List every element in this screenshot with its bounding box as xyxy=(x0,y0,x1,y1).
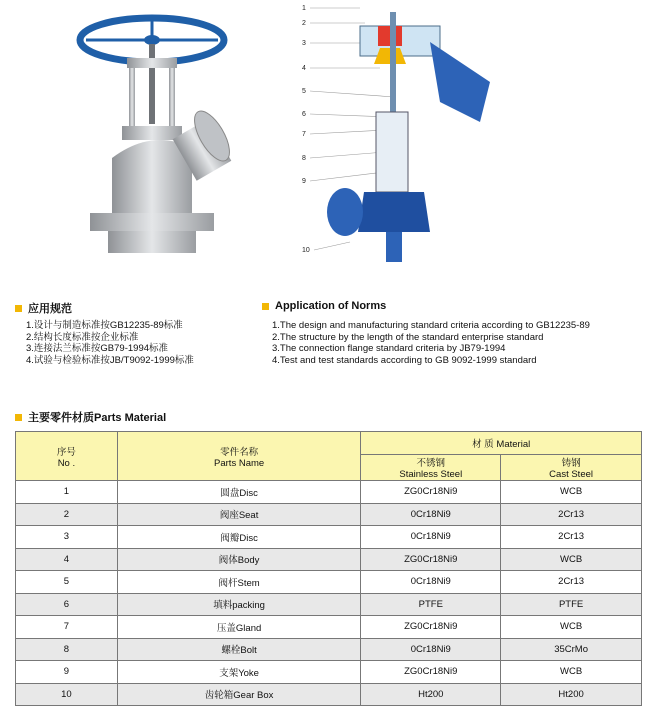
bullet-square-icon xyxy=(15,305,22,312)
norms-cn-title: 应用规范 xyxy=(15,300,72,316)
table-row: 5 阀杆Stem 0Cr18Ni9 2Cr13 xyxy=(16,571,642,594)
table-row: 2 阀座Seat 0Cr18Ni9 2Cr13 xyxy=(16,503,642,526)
bullet-square-icon xyxy=(15,414,22,421)
parts-title: 主要零件材质Parts Material xyxy=(15,409,166,425)
callout-4: 4 xyxy=(302,65,306,72)
header-material: 材 质 Material xyxy=(361,432,642,455)
table-row: 10 齿轮箱Gear Box Ht200 Ht200 xyxy=(16,683,642,706)
callout-1: 1 xyxy=(302,5,306,12)
header-no: 序号 No . xyxy=(16,432,118,481)
header-name: 零件名称 Parts Name xyxy=(117,432,361,481)
norm-cn-2: 2.结构长度标准按企业标准 xyxy=(26,331,139,343)
norm-cn-3: 3.连接法兰标准按GB79-1994标准 xyxy=(26,343,169,354)
header-stainless: 不锈钢 Stainless Steel xyxy=(361,455,501,481)
callout-9: 9 xyxy=(302,178,306,185)
callout-7: 7 xyxy=(302,131,306,138)
callout-3: 3 xyxy=(302,40,306,47)
norm-cn-4: 4.试验与检验标准按JB/T9092-1999标准 xyxy=(26,354,194,366)
callout-6: 6 xyxy=(302,111,306,118)
bullet-square-icon xyxy=(262,303,269,310)
valve-cutaway-diagram xyxy=(300,2,500,272)
valve-photo xyxy=(72,8,232,260)
norm-en-4: 4.Test and test standards according to GB 9092-1999 standard xyxy=(272,354,537,366)
norm-en-1: 1.The design and manufacturing standard criteria according to GB12235-89 xyxy=(272,320,590,331)
parts-table xyxy=(15,431,642,706)
table-row: 4 阀体Body ZG0Cr18Ni9 WCB xyxy=(16,548,642,571)
table-row: 7 压盖Gland ZG0Cr18Ni9 WCB xyxy=(16,616,642,639)
table-row: 8 螺栓Bolt 0Cr18Ni9 35CrMo xyxy=(16,638,642,661)
header-cast: 铸钢 Cast Steel xyxy=(501,455,642,481)
callout-2: 2 xyxy=(302,20,306,27)
norm-en-2: 2.The structure by the length of the standard enterprise standard xyxy=(272,331,544,343)
norms-en-list xyxy=(272,320,590,366)
callout-5: 5 xyxy=(302,88,306,95)
norm-en-3: 3.The connection flange standard criteria by JB79-1994 xyxy=(272,343,506,354)
callout-10: 10 xyxy=(302,247,310,254)
table-row: 6 填料packing PTFE PTFE xyxy=(16,593,642,616)
norm-cn-1: 1.设计与制造标准按GB12235-89标准 xyxy=(26,320,183,331)
norms-en-title: Application of Norms xyxy=(262,300,386,312)
table-row: 1 圆盘Disc ZG0Cr18Ni9 WCB xyxy=(16,481,642,504)
table-row: 3 阀瓣Disc 0Cr18Ni9 2Cr13 xyxy=(16,526,642,549)
callout-8: 8 xyxy=(302,155,306,162)
norms-cn-list xyxy=(26,320,194,366)
table-row: 9 支架Yoke ZG0Cr18Ni9 WCB xyxy=(16,661,642,684)
